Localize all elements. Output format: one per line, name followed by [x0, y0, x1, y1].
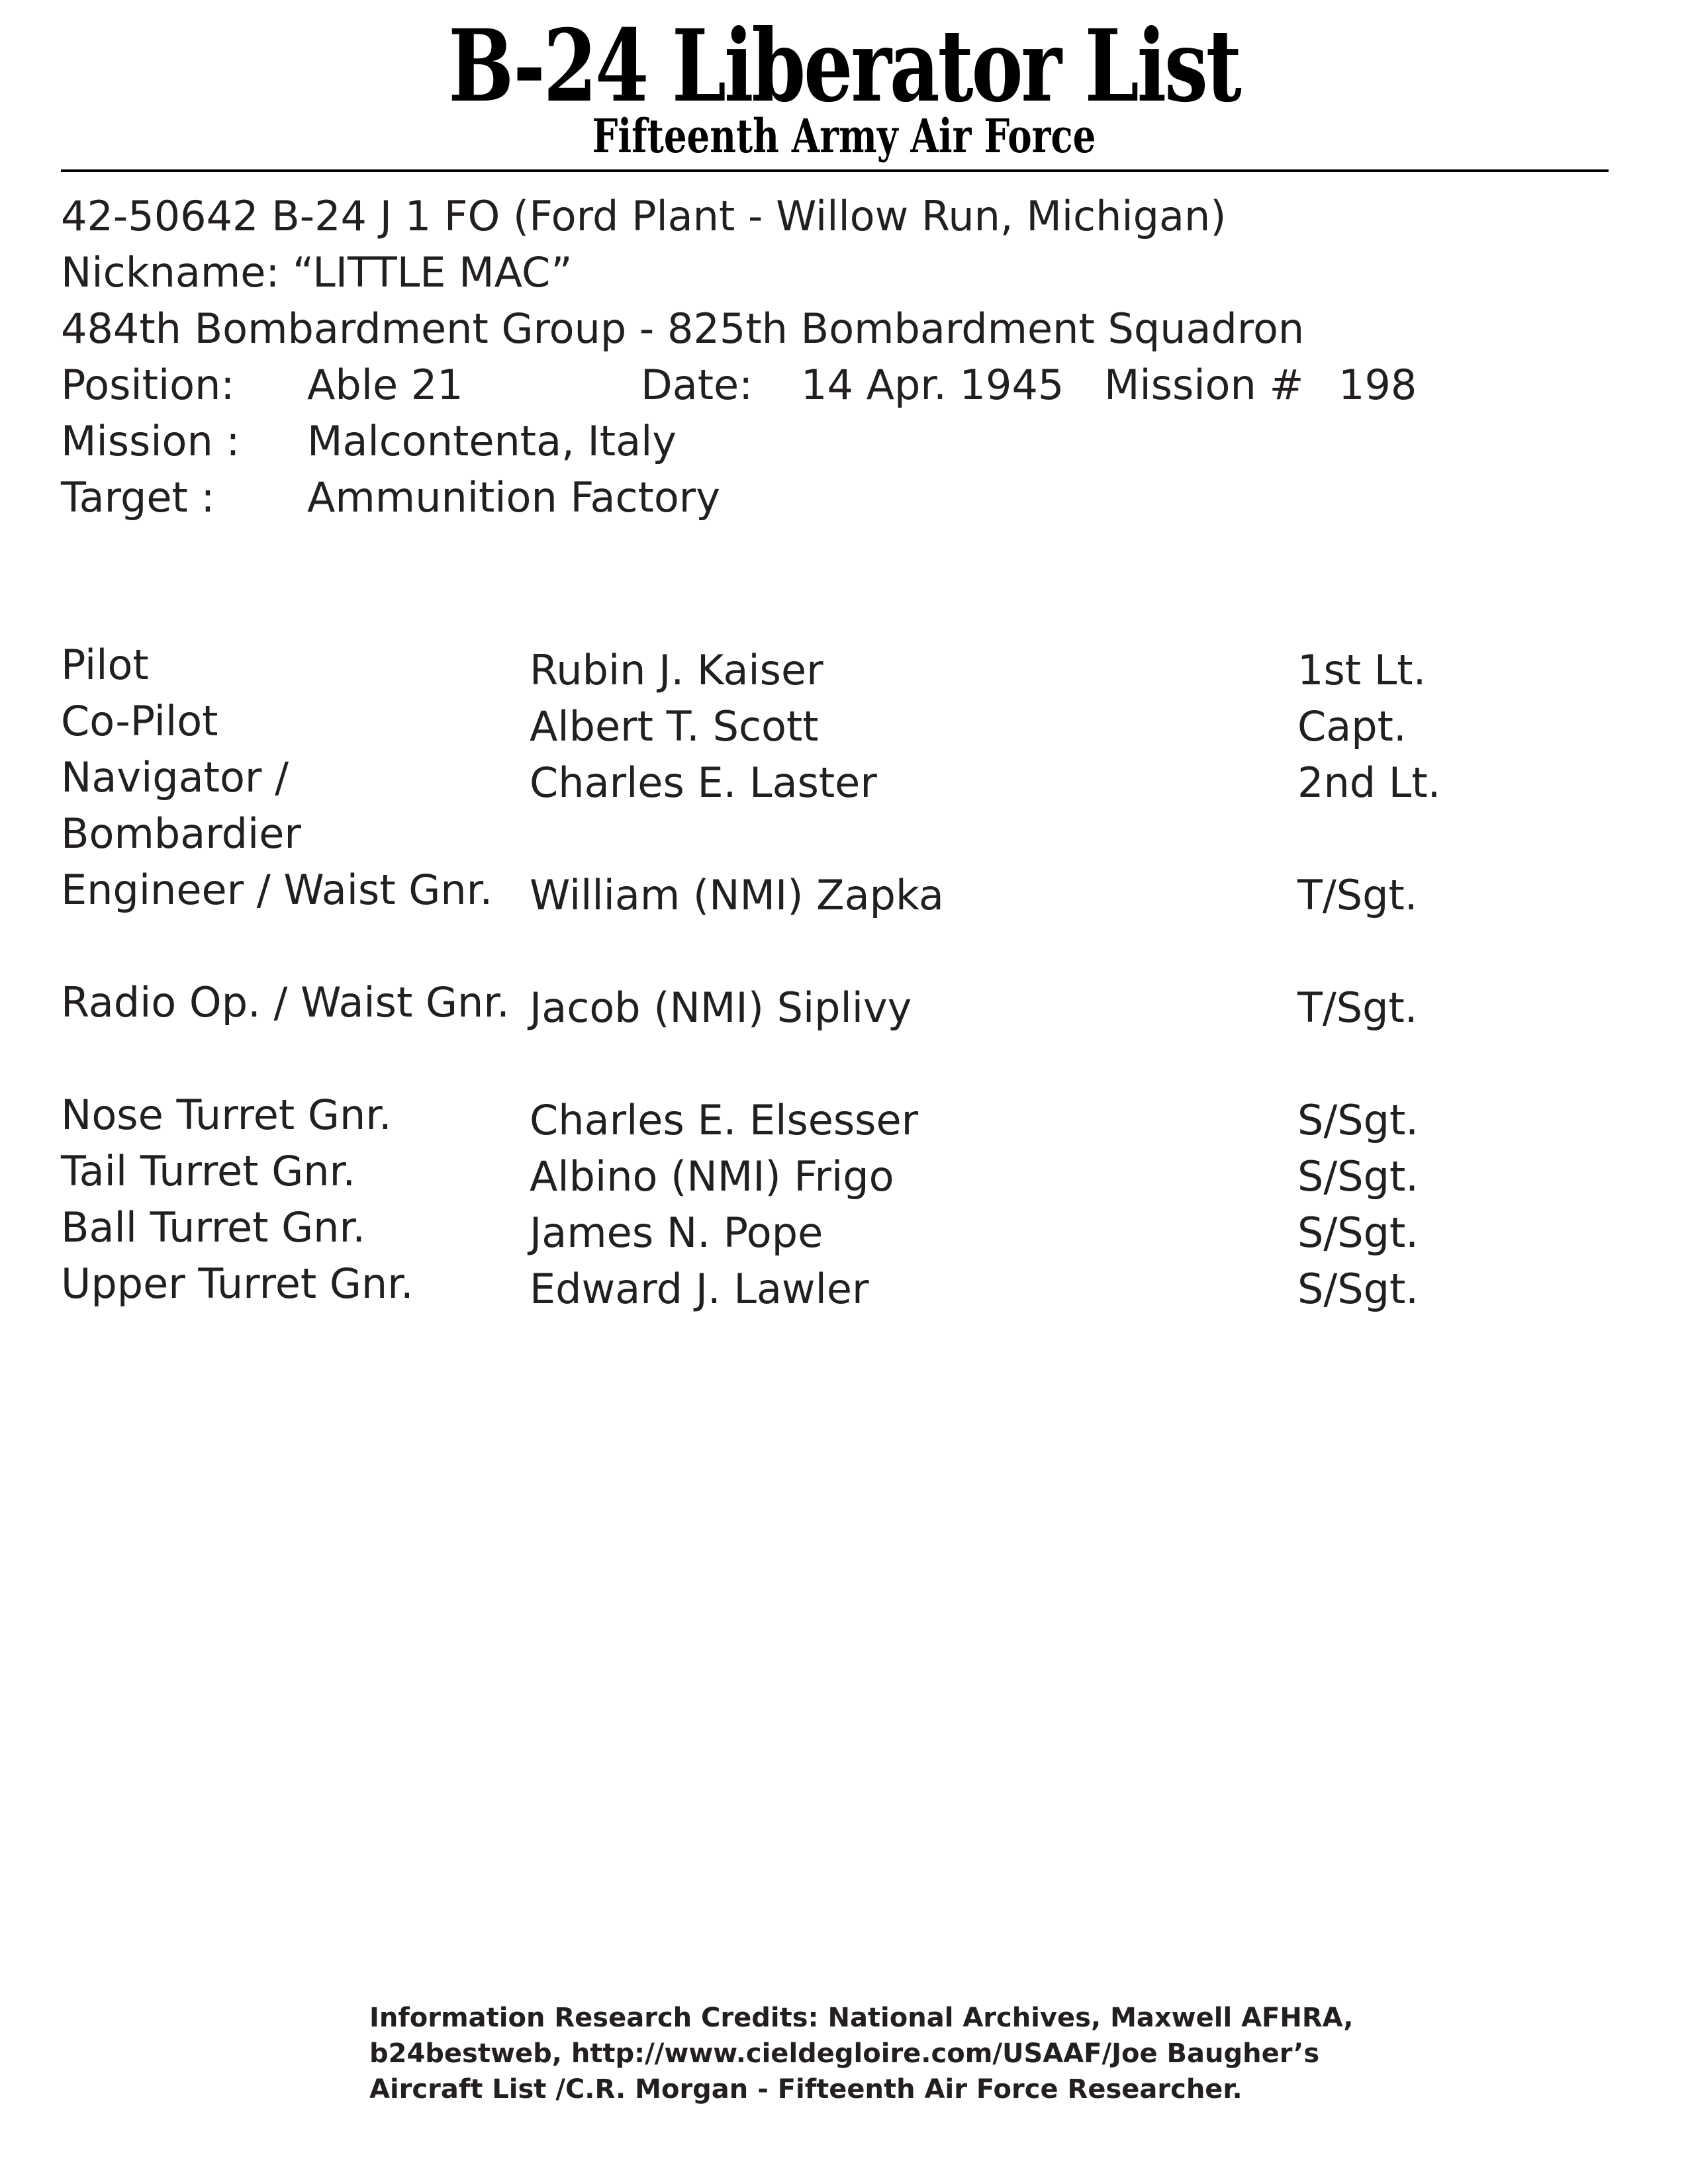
- credits-line-2: b24bestweb, http://www.cieldegloire.com/USAAF/Joe Baugher’s: [369, 2038, 1320, 2069]
- crew-name: Charles E. Elsesser: [530, 1096, 919, 1144]
- nickname-line: [61, 244, 1583, 300]
- crew-name: Edward J. Lawler: [530, 1265, 869, 1313]
- mission-line: [61, 413, 1583, 469]
- aircraft-info: [61, 188, 1583, 525]
- nickname-text: Nickname: “LITTLE MAC”: [61, 248, 573, 296]
- crew-row: [61, 637, 1583, 693]
- crew-rank: T/Sgt.: [1297, 871, 1418, 919]
- crew-position: Pilot: [61, 641, 149, 689]
- mission-label: Mission :: [61, 417, 240, 465]
- date-value: 14 Apr. 1945: [801, 361, 1064, 409]
- unit-text: 484th Bombardment Group - 825th Bombardment Squadron: [61, 304, 1305, 353]
- crew-list: [61, 637, 1583, 1312]
- position-value: Able 21: [307, 361, 463, 409]
- credits-line-3: Aircraft List /C.R. Morgan - Fifteenth Air Force Researcher.: [369, 2074, 1243, 2105]
- crew-name: William (NMI) Zapka: [530, 871, 944, 919]
- target-line: [61, 469, 1583, 525]
- crew-position: Nose Turret Gnr.: [61, 1091, 392, 1139]
- mission-number-label: Mission #: [1104, 361, 1304, 409]
- date-label: Date:: [641, 361, 753, 409]
- crew-name: Albert T. Scott: [530, 702, 819, 751]
- crew-rank: 2nd Lt.: [1297, 758, 1441, 807]
- crew-name: Jacob (NMI) Siplivy: [530, 983, 912, 1032]
- credits-line-1: Information Research Credits: National Archives, Maxwell AFHRA,: [369, 2003, 1354, 2033]
- crew-rank: Capt.: [1297, 702, 1407, 751]
- crew-rank: 1st Lt.: [1297, 646, 1427, 694]
- crew-position: Navigator / Bombardier: [61, 753, 301, 858]
- position-date-line: [61, 357, 1583, 413]
- serial-line: [61, 188, 1583, 244]
- position-label: Position:: [61, 361, 235, 409]
- crew-row: [61, 1255, 1583, 1312]
- crew-position: Radio Op. / Waist Gnr.: [61, 978, 510, 1026]
- crew-position: Tail Turret Gnr.: [61, 1147, 356, 1195]
- crew-position: Ball Turret Gnr.: [61, 1203, 365, 1251]
- crew-position: Engineer / Waist Gnr.: [61, 866, 493, 914]
- mission-number-value: 198: [1338, 361, 1417, 409]
- page-subtitle: Fifteenth Army Air Force: [592, 109, 1096, 163]
- crew-row: [61, 862, 1583, 974]
- crew-row: [61, 1143, 1583, 1199]
- crew-name: Charles E. Laster: [530, 758, 877, 807]
- crew-position: Upper Turret Gnr.: [61, 1259, 414, 1308]
- crew-rank: S/Sgt.: [1297, 1265, 1419, 1313]
- serial-text: 42-50642 B-24 J 1 FO (Ford Plant - Willow Run, Michigan): [61, 192, 1227, 240]
- target-label: Target :: [61, 473, 215, 522]
- crew-rank: S/Sgt.: [1297, 1096, 1419, 1144]
- crew-name: Rubin J. Kaiser: [530, 646, 823, 694]
- crew-row: [61, 974, 1583, 1087]
- crew-row: [61, 693, 1583, 749]
- header-divider: [61, 169, 1609, 172]
- crew-name: Albino (NMI) Frigo: [530, 1152, 894, 1201]
- crew-rank: T/Sgt.: [1297, 983, 1418, 1032]
- crew-rank: S/Sgt.: [1297, 1208, 1419, 1257]
- unit-line: [61, 300, 1583, 357]
- mission-value: Malcontenta, Italy: [307, 417, 677, 465]
- crew-row: [61, 1199, 1583, 1255]
- crew-rank: S/Sgt.: [1297, 1152, 1419, 1201]
- page-title: B-24 Liberator List: [448, 8, 1240, 124]
- crew-row: [61, 749, 1583, 862]
- target-value: Ammunition Factory: [307, 473, 720, 522]
- crew-position: Co-Pilot: [61, 697, 218, 745]
- crew-row: [61, 1087, 1583, 1143]
- research-credits: [369, 2000, 1429, 2107]
- crew-name: James N. Pope: [530, 1208, 823, 1257]
